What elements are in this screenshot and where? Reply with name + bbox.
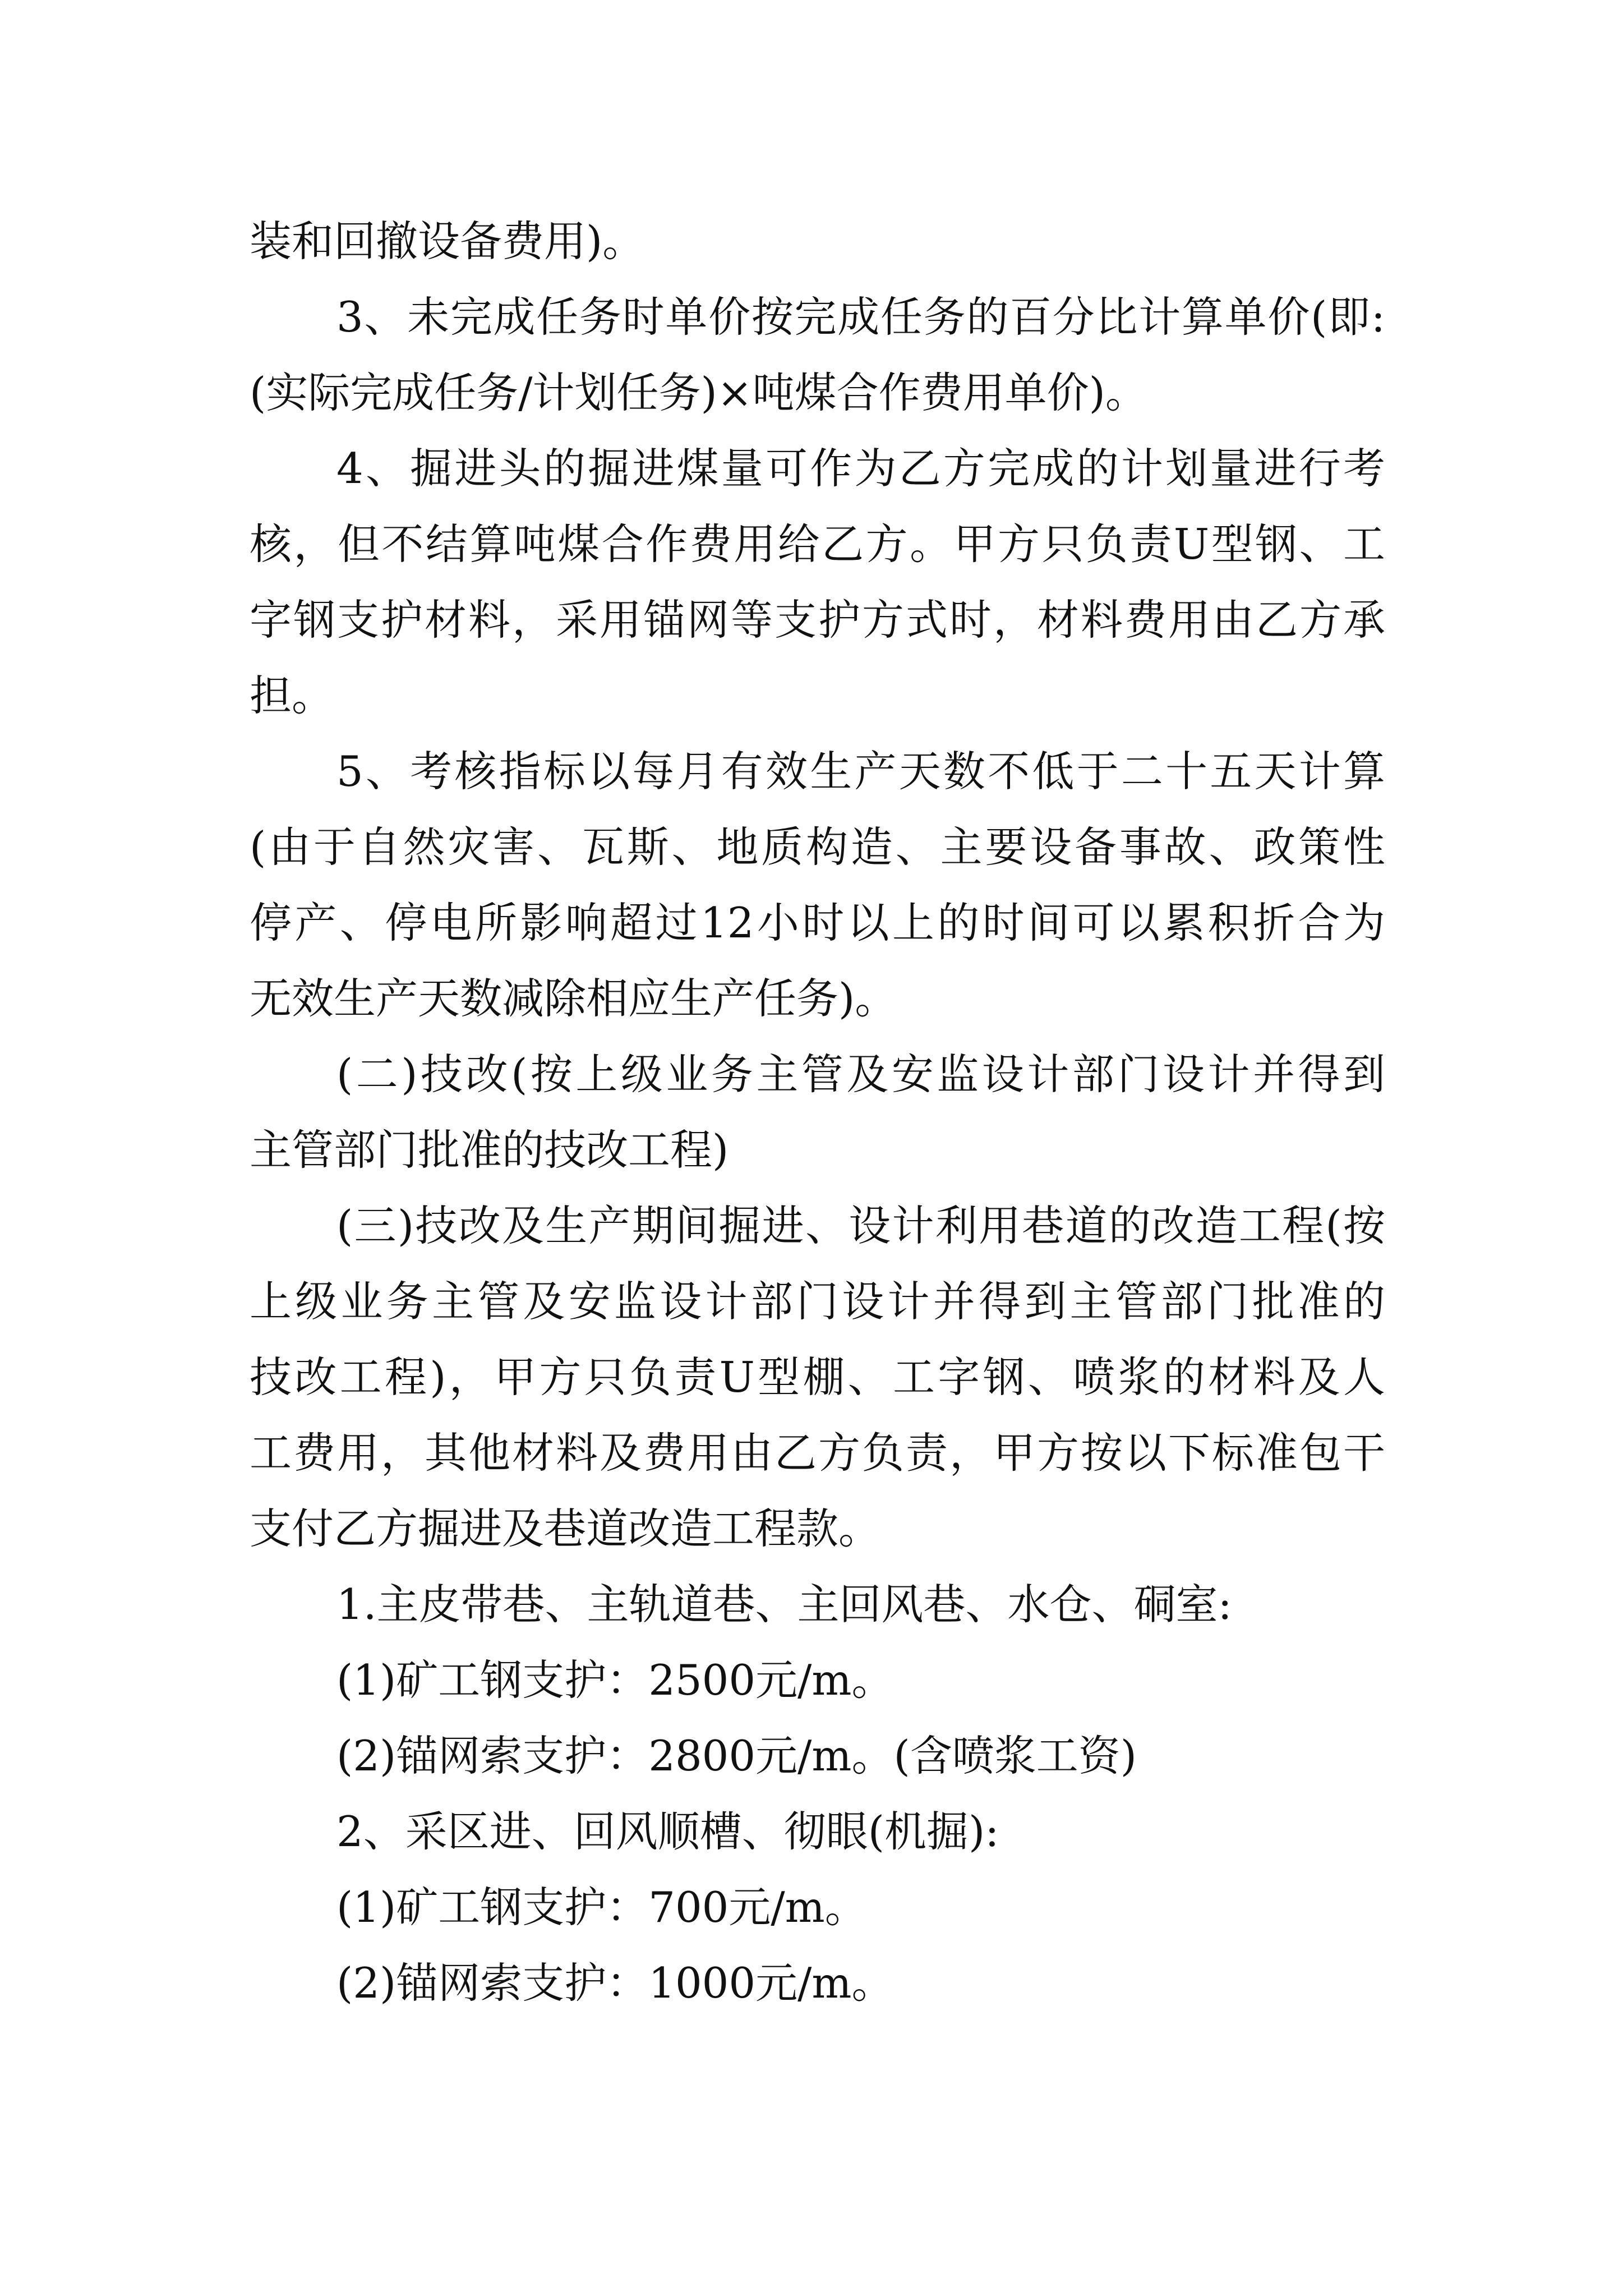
text-line: 停产、停电所影响超过12小时以上的时间可以累积折合为 (250, 898, 1385, 947)
text-line: 装和回撤设备费用)。 (250, 217, 645, 266)
text-line: 主管部门批准的技改工程) (250, 1125, 729, 1175)
text-line: (1)矿工钢支护：2500元/m。 (336, 1655, 894, 1705)
text-line: (二)技改(按上级业务主管及安监设计部门设计并得到 (336, 1050, 1385, 1099)
text-line: 无效生产天数减除相应生产任务)。 (250, 974, 897, 1023)
text-line: (1)矿工钢支护：700元/m。 (336, 1883, 867, 1932)
text-line: (实际完成任务/计划任务)×吨煤合作费用单价)。 (250, 368, 1147, 417)
text-line: 担。 (250, 671, 334, 720)
text-line: (2)锚网索支护：1000元/m。 (336, 1958, 894, 2008)
text-line: 工费用，其他材料及费用由乙方负责，甲方按以下标准包干 (250, 1428, 1385, 1478)
text-line: 字钢支护材料，采用锚网等支护方式时，材料费用由乙方承 (250, 595, 1385, 645)
text-line: (三)技改及生产期间掘进、设计利用巷道的改造工程(按 (336, 1201, 1385, 1250)
text-line: 技改工程)，甲方只负责U型棚、工字钢、喷浆的材料及人 (250, 1352, 1385, 1402)
text-line: 2、采区进、回风顺槽、彻眼(机掘): (336, 1807, 999, 1856)
text-line: 1.主皮带巷、主轨道巷、主回风巷、水仓、硐室: (336, 1580, 1232, 1629)
text-line: 支付乙方掘进及巷道改造工程款。 (250, 1504, 881, 1553)
text-line: 3、未完成任务时单价按完成任务的百分比计算单价(即: (336, 292, 1385, 342)
text-line: (2)锚网索支护：2800元/m。(含喷浆工资) (336, 1731, 1137, 1780)
text-line: 4、掘进头的掘进煤量可作为乙方完成的计划量进行考 (336, 444, 1385, 493)
text-line: (由于自然灾害、瓦斯、地质构造、主要设备事故、政策性 (250, 822, 1385, 872)
text-line: 5、考核指标以每月有效生产天数不低于二十五天计算 (336, 747, 1385, 796)
text-line: 核，但不结算吨煤合作费用给乙方。甲方只负责U型钢、工 (250, 519, 1385, 569)
text-line: 上级业务主管及安监设计部门设计并得到主管部门批准的 (250, 1277, 1385, 1326)
